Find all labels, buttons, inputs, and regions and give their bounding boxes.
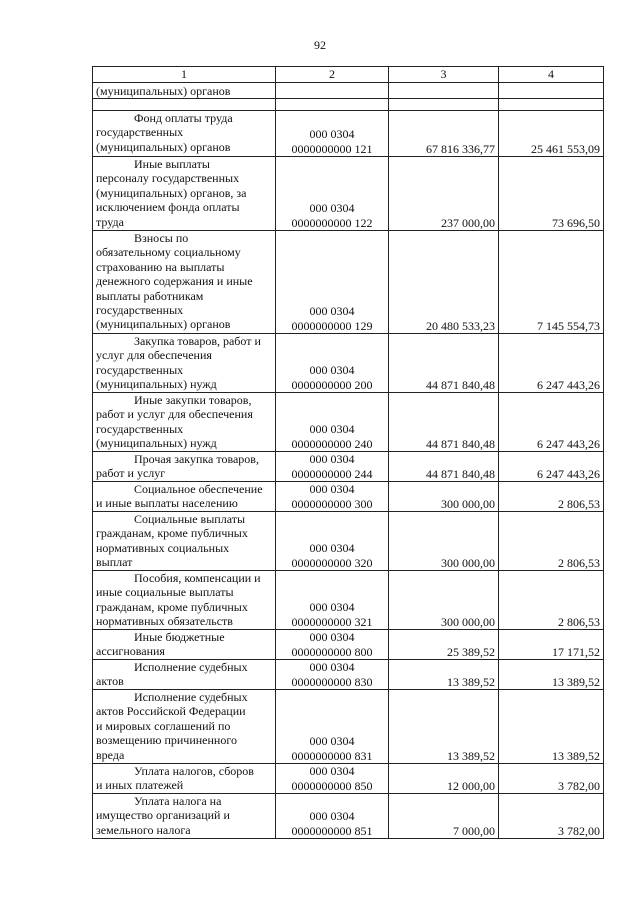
row-name-line: гражданам, кроме публичных (96, 526, 248, 541)
row-name-line: исключением фонда оплаты (96, 200, 240, 215)
table-row (93, 794, 604, 839)
row-name-line: нормативных обязательств (96, 614, 233, 629)
row-name-line: нормативных социальных (96, 540, 230, 555)
row-value-col3: 237 000,00 (389, 157, 499, 231)
row-value-col4: 73 696,50 (499, 157, 604, 231)
row-name-line: государственных (96, 362, 184, 377)
row-value-col3: 13 389,52 (389, 690, 499, 764)
row-name-line: Уплата налогов, сборов (134, 764, 254, 778)
row-name-line: возмещению причиненного (96, 733, 237, 748)
row-code-line: 000 0304 (309, 304, 355, 319)
row-value-col3: 300 000,00 (389, 512, 499, 571)
table-row (93, 111, 604, 157)
row-name-line: Прочая закупка товаров, (134, 452, 259, 466)
column-header-1: 1 (93, 67, 276, 83)
row-value-col4: 2 806,53 (499, 571, 604, 630)
row-code (276, 482, 389, 512)
row-name-line: и мировых соглашений по (96, 718, 231, 733)
column-header-4: 4 (499, 67, 604, 83)
row-name (93, 690, 276, 764)
row-code (276, 630, 389, 660)
row-name (93, 794, 276, 839)
row-code-line: 0000000000 244 (291, 466, 373, 481)
row-name-line: вреда (96, 747, 125, 762)
row-name-line: Социальные выплаты (134, 512, 246, 526)
row-code-line: 0000000000 121 (291, 141, 373, 156)
row-name-line: труда (96, 214, 124, 229)
row-name-line: страхованию на выплаты (96, 259, 225, 274)
row-name-line: государственных (96, 125, 184, 140)
row-value-col4: 7 145 554,73 (499, 231, 604, 334)
row-value-col4: 13 389,52 (499, 660, 604, 690)
row-name-line: иные социальные выплаты (96, 585, 234, 600)
row-value-col4: 13 389,52 (499, 690, 604, 764)
table-row (93, 660, 604, 690)
row-code (276, 393, 389, 452)
row-name-line: (муниципальных) органов (96, 317, 231, 332)
row-value-col3: 12 000,00 (389, 764, 499, 794)
row-code-line: 000 0304 (309, 809, 355, 824)
row-name (93, 482, 276, 512)
row-name-line: Закупка товаров, работ и (134, 334, 261, 348)
row-name-line: и иных платежей (96, 778, 184, 793)
table-row (93, 482, 604, 512)
column-header-3: 3 (389, 67, 499, 83)
row-name (93, 393, 276, 452)
row-name-line: (муниципальных) нужд (96, 436, 217, 451)
row-name (93, 571, 276, 630)
row-code-line: 0000000000 320 (291, 555, 373, 570)
table-row (93, 393, 604, 452)
row-code (276, 231, 389, 334)
row-name-line: работ и услуг для обеспечения (96, 407, 253, 422)
row-name-line: (муниципальных) органов, за (96, 185, 247, 200)
row-code-line: 000 0304 (309, 422, 355, 437)
row-value-col3: 44 871 840,48 (389, 334, 499, 393)
row-name-line: выплат (96, 555, 133, 570)
row-code-line: 000 0304 (309, 630, 355, 645)
row-name-line: государственных (96, 303, 184, 318)
row-value-col4: 17 171,52 (499, 630, 604, 660)
table-row (93, 630, 604, 660)
row-name-line: Исполнение судебных (134, 660, 248, 674)
row-code-line: 000 0304 (309, 734, 355, 749)
row-name (93, 231, 276, 334)
row-code-line: 000 0304 (309, 127, 355, 142)
row-value-col4: 3 782,00 (499, 794, 604, 839)
row-value-col3: 67 816 336,77 (389, 111, 499, 157)
row-value-col4: 6 247 443,26 (499, 393, 604, 452)
row-name-line: государственных (96, 421, 184, 436)
table-row (93, 512, 604, 571)
row-name (93, 334, 276, 393)
row-value-col3: 44 871 840,48 (389, 452, 499, 482)
table-row (93, 157, 604, 231)
row-code (276, 512, 389, 571)
row-name (93, 660, 276, 690)
carry-over-row (93, 83, 604, 99)
row-code-line: 0000000000 200 (291, 377, 373, 392)
row-value-col3: 300 000,00 (389, 571, 499, 630)
row-name-line: гражданам, кроме публичных (96, 599, 248, 614)
row-value-col3: 13 389,52 (389, 660, 499, 690)
row-code (276, 794, 389, 839)
row-code-line: 0000000000 851 (291, 823, 373, 838)
row-value-col3: 300 000,00 (389, 482, 499, 512)
row-code-line: 000 0304 (309, 452, 355, 467)
row-code-line: 0000000000 129 (291, 318, 373, 333)
row-name (93, 512, 276, 571)
row-code (276, 764, 389, 794)
row-name (93, 111, 276, 157)
row-code-line: 000 0304 (309, 541, 355, 556)
row-code (276, 660, 389, 690)
row-name (93, 764, 276, 794)
row-name-line: обязательному социальному (96, 245, 241, 260)
row-value-col3: 7 000,00 (389, 794, 499, 839)
table-row (93, 690, 604, 764)
row-value-col4: 6 247 443,26 (499, 334, 604, 393)
row-name-line: денежного содержания и иные (96, 274, 253, 289)
row-code-line: 000 0304 (309, 600, 355, 615)
row-name-line: актов (96, 674, 124, 689)
row-name-line: Уплата налога на (134, 794, 222, 808)
row-name-line: выплаты работникам (96, 288, 204, 303)
row-name-line: земельного налога (96, 822, 191, 837)
row-code (276, 334, 389, 393)
budget-table (92, 66, 604, 839)
row-name-line: Иные выплаты (134, 157, 210, 171)
row-name-line: имущество организаций и (96, 808, 230, 823)
row-name-line: Исполнение судебных (134, 690, 248, 704)
row-code-line: 0000000000 831 (291, 748, 373, 763)
row-code-line: 0000000000 800 (291, 644, 373, 659)
row-code-line: 0000000000 122 (291, 215, 373, 230)
row-code (276, 157, 389, 231)
table-row (93, 764, 604, 794)
row-code (276, 571, 389, 630)
row-code-line: 0000000000 850 (291, 778, 373, 793)
row-name-line: Фонд оплаты труда (134, 111, 233, 125)
row-code (276, 690, 389, 764)
row-code-line: 000 0304 (309, 764, 355, 779)
row-code-line: 000 0304 (309, 660, 355, 675)
row-code-line: 000 0304 (309, 482, 355, 497)
row-name-line: Иные закупки товаров, (134, 393, 252, 407)
table-header-row (93, 67, 604, 83)
row-code-line: 000 0304 (309, 363, 355, 378)
row-name-line: и иные выплаты населению (96, 496, 238, 511)
row-code-line: 0000000000 300 (291, 496, 373, 511)
row-code-line: 0000000000 321 (291, 614, 373, 629)
table-row (93, 231, 604, 334)
row-name-line: персоналу государственных (96, 171, 240, 186)
spacer-row (93, 99, 604, 111)
row-name-line: актов Российской Федерации (96, 704, 246, 719)
row-value-col3: 44 871 840,48 (389, 393, 499, 452)
row-value-col3: 20 480 533,23 (389, 231, 499, 334)
row-name (93, 157, 276, 231)
table-row (93, 334, 604, 393)
row-name-line: Пособия, компенсации и (134, 571, 261, 585)
row-name-line: ассигнования (96, 644, 165, 659)
row-name-line: Взносы по (134, 231, 189, 245)
page-number: 92 (314, 38, 326, 52)
row-value-col4: 25 461 553,09 (499, 111, 604, 157)
row-name-line: (муниципальных) нужд (96, 377, 217, 392)
row-code (276, 111, 389, 157)
row-value-col4: 6 247 443,26 (499, 452, 604, 482)
row-name (93, 452, 276, 482)
row-name-line: (муниципальных) органов (96, 139, 231, 154)
carry-over-text: (муниципальных) органов (93, 83, 276, 99)
row-code-line: 000 0304 (309, 201, 355, 216)
row-code (276, 452, 389, 482)
row-value-col3: 25 389,52 (389, 630, 499, 660)
table-row (93, 452, 604, 482)
row-name-line: работ и услуг (96, 466, 166, 481)
row-value-col4: 2 806,53 (499, 512, 604, 571)
row-name-line: Иные бюджетные (134, 630, 225, 644)
row-code-line: 0000000000 240 (291, 436, 373, 451)
table-row (93, 571, 604, 630)
row-name-line: услуг для обеспечения (96, 348, 212, 363)
row-code-line: 0000000000 830 (291, 674, 373, 689)
row-name (93, 630, 276, 660)
row-value-col4: 2 806,53 (499, 482, 604, 512)
row-value-col4: 3 782,00 (499, 764, 604, 794)
row-name-line: Социальное обеспечение (134, 482, 263, 496)
column-header-2: 2 (276, 67, 389, 83)
